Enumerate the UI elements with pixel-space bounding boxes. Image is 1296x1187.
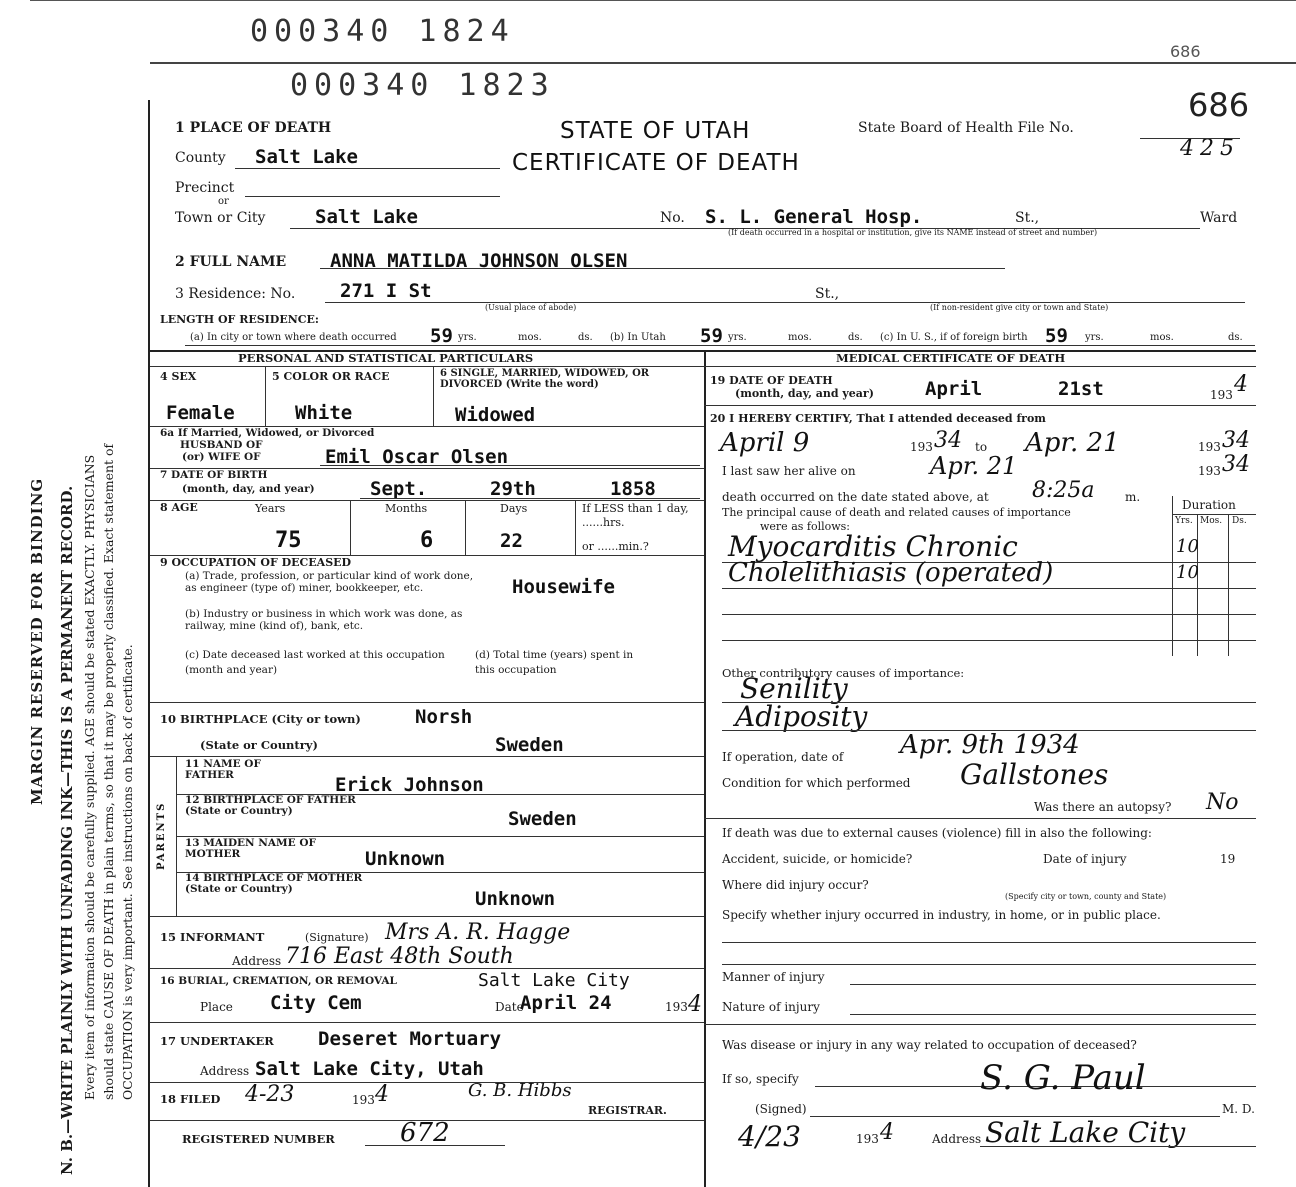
back-sheet bbox=[30, 0, 1296, 71]
file-line bbox=[1140, 138, 1240, 139]
undertaker-label: 17 UNDERTAKER bbox=[160, 1034, 274, 1048]
dod-label: 19 DATE OF DEATH bbox=[710, 374, 833, 387]
full-name-line bbox=[320, 268, 1005, 269]
county-line bbox=[235, 168, 500, 169]
burial-place: City Cem bbox=[270, 992, 362, 1014]
marital-value: Widowed bbox=[455, 404, 536, 426]
stamp-top: 000340 1824 bbox=[250, 14, 515, 49]
physician-address-line bbox=[980, 1146, 1256, 1147]
dob-month: Sept. bbox=[370, 478, 428, 500]
age-div-1 bbox=[350, 500, 351, 555]
margin-binding: MARGIN RESERVED FOR BINDING bbox=[28, 477, 46, 805]
personal-heading: PERSONAL AND STATISTICAL PARTICULARS bbox=[238, 351, 534, 365]
burial-place-label: Place bbox=[200, 1000, 233, 1014]
to-label: to bbox=[975, 440, 988, 454]
race-value: White bbox=[295, 402, 353, 424]
dob-year: 1858 bbox=[610, 478, 656, 500]
years-label: Years bbox=[255, 502, 286, 515]
filed-label: 18 FILED bbox=[160, 1092, 221, 1106]
informant-signature: Mrs A. R. Hagge bbox=[385, 920, 571, 945]
nature-line bbox=[850, 1014, 1256, 1015]
length-label: LENGTH OF RESIDENCE: bbox=[160, 313, 319, 326]
where-label: Where did injury occur? bbox=[722, 878, 869, 892]
cause-1: Myocarditis Chronic bbox=[728, 530, 1018, 563]
town-label: Town or City bbox=[175, 210, 266, 226]
condition-label: Condition for which performed bbox=[722, 776, 911, 790]
father-label: 11 NAME OF FATHER bbox=[185, 758, 261, 781]
months-label: Months bbox=[385, 502, 428, 515]
to-year-prefix: 193 bbox=[1198, 440, 1221, 454]
duration-line bbox=[1172, 514, 1256, 515]
spouse-label-3: (or) WIFE OF bbox=[182, 451, 261, 463]
ifso-label: If so, specify bbox=[722, 1072, 799, 1086]
birthplace-country: Sweden bbox=[495, 734, 564, 756]
residence-usual: (Usual place of abode) bbox=[485, 303, 577, 312]
saw-value: Apr. 21 bbox=[930, 452, 1018, 480]
sex-value: Female bbox=[166, 402, 235, 424]
ward-label: Ward bbox=[1200, 210, 1238, 226]
length-a-label: (a) In city or town where death occurred bbox=[190, 332, 397, 343]
occurred-label: death occurred on the date stated above, at bbox=[722, 490, 989, 504]
parents-side-label: PARENTS bbox=[156, 801, 167, 870]
undertaker-address: Salt Lake City, Utah bbox=[255, 1058, 484, 1080]
row-parents-bottom bbox=[150, 916, 704, 917]
signed-year: 4 bbox=[880, 1120, 894, 1145]
dob-day: 29th bbox=[490, 478, 536, 500]
manner-line bbox=[850, 984, 1256, 985]
age-months: 6 bbox=[420, 528, 434, 553]
mother-value: Unknown bbox=[365, 848, 446, 870]
attended-to: Apr. 21 bbox=[1025, 428, 1120, 458]
saw-label: I last saw her alive on bbox=[722, 464, 856, 478]
informant-sig-label: (Signature) bbox=[305, 931, 369, 944]
length-a-ds: ds. bbox=[578, 332, 593, 343]
mother-label: 13 MAIDEN NAME OF MOTHER bbox=[185, 837, 316, 860]
marital-label: 6 SINGLE, MARRIED, WIDOWED, OR DIVORCED (Write the word) bbox=[440, 368, 650, 390]
manner-label: Manner of injury bbox=[722, 970, 825, 984]
length-c-label: (c) In U. S., if of foreign birth bbox=[880, 332, 1028, 343]
other-cause-2: Adiposity bbox=[735, 700, 868, 733]
occupation-label: 9 OCCUPATION OF DECEASED bbox=[160, 556, 352, 569]
saw-year: 34 bbox=[1222, 452, 1250, 477]
spouse-line bbox=[320, 465, 700, 466]
registered-value: 672 bbox=[400, 1118, 450, 1148]
age-div-3 bbox=[575, 500, 576, 555]
where-note: (Specify city or town, county and State) bbox=[1005, 892, 1167, 901]
age-years: 75 bbox=[275, 528, 302, 553]
filed-date: 4-23 bbox=[245, 1082, 295, 1107]
age-div-2 bbox=[465, 500, 466, 555]
duration-mos: Mos. bbox=[1200, 516, 1223, 526]
autopsy-bottom bbox=[704, 818, 1256, 819]
county-label: County bbox=[175, 150, 226, 166]
sex-label: 4 SEX bbox=[160, 370, 197, 383]
informant-address-label: Address bbox=[232, 954, 282, 968]
saw-year-prefix: 193 bbox=[1198, 464, 1221, 478]
cause-2: Cholelithiasis (operated) bbox=[728, 558, 1054, 588]
margin-nb: N. B.—WRITE PLAINLY WITH UNFADING INK—THIS IS A PERMANENT RECORD. bbox=[58, 485, 76, 1175]
burial-city: Salt Lake City bbox=[478, 970, 630, 991]
burial-year-prefix: 193 bbox=[665, 1000, 688, 1014]
residence-value: 271 I St bbox=[340, 280, 432, 302]
dod-bottom bbox=[704, 405, 1256, 406]
length-b-yrs: yrs. bbox=[728, 332, 747, 343]
disease-label: Was disease or injury in any way related to occupation of deceased? bbox=[722, 1038, 1137, 1052]
signed-date: 4/23 bbox=[738, 1120, 801, 1153]
title-certificate: CERTIFICATE OF DEATH bbox=[512, 150, 800, 176]
burial-date: April 24 bbox=[520, 992, 612, 1014]
race-divider bbox=[433, 366, 434, 426]
spouse-label-1: 6a If Married, Widowed, or Divorced bbox=[160, 427, 375, 439]
mother-bp-label: 14 BIRTHPLACE OF MOTHER (State or Country) bbox=[185, 872, 363, 895]
cause-1-duration: 10 bbox=[1176, 536, 1199, 557]
physician-address: Salt Lake City bbox=[985, 1116, 1186, 1149]
dod-day: 21st bbox=[1058, 378, 1104, 400]
md-label: M. D. bbox=[1222, 1102, 1255, 1116]
title-state: STATE OF UTAH bbox=[560, 118, 751, 144]
file-number: 686 bbox=[1188, 86, 1250, 124]
injury-year-label: 19 bbox=[1220, 852, 1236, 866]
margin-line bbox=[148, 100, 150, 1187]
row-16-bottom bbox=[150, 1022, 704, 1023]
duration-yrs: Yrs. bbox=[1175, 516, 1193, 526]
length-line bbox=[185, 345, 1255, 346]
mother-bp-value: Unknown bbox=[475, 888, 556, 910]
time-m: m. bbox=[1125, 490, 1141, 504]
grid-divider bbox=[704, 350, 706, 1187]
occupation-d: (d) Total time (years) spent in this occupation bbox=[475, 649, 634, 676]
physician-address-label: Address bbox=[932, 1132, 982, 1146]
filed-year-prefix: 193 bbox=[352, 1093, 375, 1107]
front-sheet-edge bbox=[150, 62, 1296, 64]
registrar-signature: G. B. Hibbs bbox=[468, 1080, 572, 1101]
days-label: Days bbox=[500, 502, 528, 515]
length-c-mos: mos. bbox=[1150, 332, 1174, 343]
precinct-label: Precinct bbox=[175, 180, 235, 196]
length-b-label: (b) In Utah bbox=[610, 332, 666, 343]
birthplace-state-label: (State or Country) bbox=[200, 738, 318, 752]
other-line-1 bbox=[722, 702, 1256, 703]
less-than-label: If LESS than 1 day, ......hrs. bbox=[582, 502, 689, 529]
registered-label: REGISTERED NUMBER bbox=[182, 1132, 335, 1146]
sex-divider bbox=[265, 366, 266, 426]
informant-address: 716 East 48th South bbox=[285, 944, 514, 969]
father-bp-value: Sweden bbox=[508, 808, 577, 830]
specify-label: Specify whether injury occurred in industry, in home, or in public place. bbox=[722, 908, 1161, 922]
margin-instructions-2: should state CAUSE OF DEATH in plain terms, so that it may be properly classified. Exact statement of bbox=[101, 443, 116, 1100]
full-name-label: 2 FULL NAME bbox=[175, 254, 287, 270]
birthplace-label: 10 BIRTHPLACE (City or town) bbox=[160, 712, 361, 726]
length-c-ds: ds. bbox=[1228, 332, 1243, 343]
length-b-value: 59 bbox=[700, 325, 723, 347]
specify-line-2 bbox=[722, 964, 1256, 965]
specify-line-1 bbox=[722, 942, 1256, 943]
cause-2-duration: 10 bbox=[1176, 562, 1199, 583]
length-b-mos: mos. bbox=[788, 332, 812, 343]
residence-label: 3 Residence: No. bbox=[175, 286, 296, 302]
cause-4-line bbox=[722, 640, 1256, 641]
file-label: State Board of Health File No. bbox=[858, 120, 1074, 136]
filed-year: 4 bbox=[375, 1082, 389, 1107]
registered-line bbox=[365, 1145, 505, 1146]
length-a-mos: mos. bbox=[518, 332, 542, 343]
attended-from: April 9 bbox=[720, 428, 810, 458]
death-time: 8:25a bbox=[1032, 478, 1095, 503]
birthplace-city: Norsh bbox=[415, 706, 473, 728]
nature-label: Nature of injury bbox=[722, 1000, 820, 1014]
medical-heading: MEDICAL CERTIFICATE OF DEATH bbox=[836, 351, 1066, 365]
duration-div-2 bbox=[1228, 514, 1229, 656]
occupation-value: Housewife bbox=[512, 576, 615, 598]
dob-sub: (month, day, and year) bbox=[182, 483, 315, 495]
external-label: If death was due to external causes (violence) fill in also the following: bbox=[722, 826, 1152, 840]
undertaker-address-label: Address bbox=[200, 1064, 250, 1078]
burial-year: 4 bbox=[688, 992, 702, 1017]
duration-ds: Ds. bbox=[1232, 516, 1247, 526]
row-17-bottom bbox=[150, 1082, 704, 1083]
or-label: or bbox=[218, 196, 229, 207]
spouse-value: Emil Oscar Olsen bbox=[325, 446, 509, 468]
length-a-yrs: yrs. bbox=[458, 332, 477, 343]
age-days: 22 bbox=[500, 530, 523, 552]
autopsy-value: No bbox=[1206, 790, 1239, 815]
cause-3-line bbox=[722, 614, 1256, 615]
dod-year-prefix: 193 bbox=[1210, 388, 1233, 402]
length-c-value: 59 bbox=[1045, 325, 1068, 347]
occupation-c: (c) Date deceased last worked at this occupation (month and year) bbox=[185, 649, 445, 676]
spouse-label-2: HUSBAND OF bbox=[180, 439, 263, 451]
duration-label: Duration bbox=[1182, 498, 1236, 512]
occupation-b: (b) Industry or business in which work was done, as railway, mine (kind of), bank, etc. bbox=[185, 608, 463, 632]
undertaker-name: Deseret Mortuary bbox=[318, 1028, 502, 1050]
age-label: 8 AGE bbox=[160, 501, 198, 514]
place-label: 1 PLACE OF DEATH bbox=[175, 120, 332, 136]
hospital-value: S. L. General Hosp. bbox=[705, 206, 923, 228]
dod-month: April bbox=[925, 378, 983, 400]
row-7-bottom bbox=[150, 500, 704, 501]
burial-date-label: Date bbox=[495, 1000, 524, 1014]
burial-label: 16 BURIAL, CREMATION, OR REMOVAL bbox=[160, 975, 397, 987]
cause-2-line bbox=[722, 588, 1256, 589]
dod-year: 4 bbox=[1234, 372, 1248, 397]
condition-value: Gallstones bbox=[960, 758, 1109, 791]
st-label: St., bbox=[1015, 210, 1040, 226]
father-value: Erick Johnson bbox=[335, 774, 484, 796]
no-label: No. bbox=[660, 210, 685, 226]
precinct-line bbox=[245, 196, 500, 197]
length-c-yrs: yrs. bbox=[1085, 332, 1104, 343]
grid-heading-line bbox=[150, 366, 1256, 367]
to-year: 34 bbox=[1222, 428, 1250, 453]
race-label: 5 COLOR OR RACE bbox=[272, 370, 390, 383]
father-bp-label: 12 BIRTHPLACE OF FATHER (State or Country) bbox=[185, 794, 356, 817]
or-min-label: or ......min.? bbox=[582, 540, 649, 553]
file-number-handwritten: 425 bbox=[1180, 136, 1240, 161]
margin-instructions-3: OCCUPATION is very important. See instructions on back of certificate. bbox=[120, 644, 135, 1100]
dob-label: 7 DATE OF BIRTH bbox=[160, 469, 268, 481]
stamp-second: 000340 1823 bbox=[290, 68, 555, 103]
from-year-prefix: 193 bbox=[910, 440, 933, 454]
injury-date-label: Date of injury bbox=[1043, 852, 1127, 866]
dod-sub: (month, day, and year) bbox=[735, 387, 874, 400]
cause-label-2: were as follows: bbox=[760, 520, 851, 533]
length-b-ds: ds. bbox=[848, 332, 863, 343]
row-15-bottom bbox=[150, 968, 704, 969]
autopsy-label: Was there an autopsy? bbox=[1034, 800, 1172, 814]
residence-st-label: St., bbox=[815, 286, 840, 302]
from-year: 34 bbox=[934, 428, 962, 453]
other-label: Other contributory causes of importance: bbox=[722, 666, 965, 680]
length-a-value: 59 bbox=[430, 325, 453, 347]
registrar-label: REGISTRAR. bbox=[588, 1104, 667, 1117]
cause-label-1: The principal cause of death and related causes of importance bbox=[722, 506, 1071, 519]
accident-label: Accident, suicide, or homicide? bbox=[722, 852, 913, 866]
full-name-value: ANNA MATILDA JOHNSON OLSEN bbox=[330, 250, 628, 272]
certify-label: 20 I HEREBY CERTIFY, That I attended deceased from bbox=[710, 412, 1046, 425]
row-9-bottom bbox=[150, 702, 704, 703]
hospital-note: (If death occurred in a hospital or institution, give its NAME instead of street and number) bbox=[728, 228, 1098, 237]
signed-year-prefix: 193 bbox=[856, 1132, 879, 1146]
residence-nonres: (If non-resident give city or town and State) bbox=[930, 303, 1109, 312]
nature-bottom bbox=[704, 1024, 1256, 1025]
stamp-corner: 686 bbox=[1170, 42, 1201, 61]
physician-signature: S. G. Paul bbox=[980, 1058, 1146, 1098]
margin-instructions-1: Every item of information should be carefully supplied. AGE should be stated EXACTLY. PHYSICIANS bbox=[82, 454, 97, 1100]
operation-label: If operation, date of bbox=[722, 750, 844, 764]
town-value: Salt Lake bbox=[315, 206, 418, 228]
county-value: Salt Lake bbox=[255, 146, 358, 168]
other-cause-1: Senility bbox=[740, 672, 848, 705]
informant-label: 15 INFORMANT bbox=[160, 930, 265, 944]
duration-left bbox=[1172, 496, 1173, 656]
row-10-bottom bbox=[150, 756, 704, 757]
occupation-a: (a) Trade, profession, or particular kind of work done, as engineer (type of) miner, bookkeeper, etc. bbox=[185, 570, 474, 594]
dob-line bbox=[360, 498, 700, 499]
signed-label: (Signed) bbox=[755, 1102, 807, 1116]
operation-date: Apr. 9th 1934 bbox=[900, 730, 1080, 760]
